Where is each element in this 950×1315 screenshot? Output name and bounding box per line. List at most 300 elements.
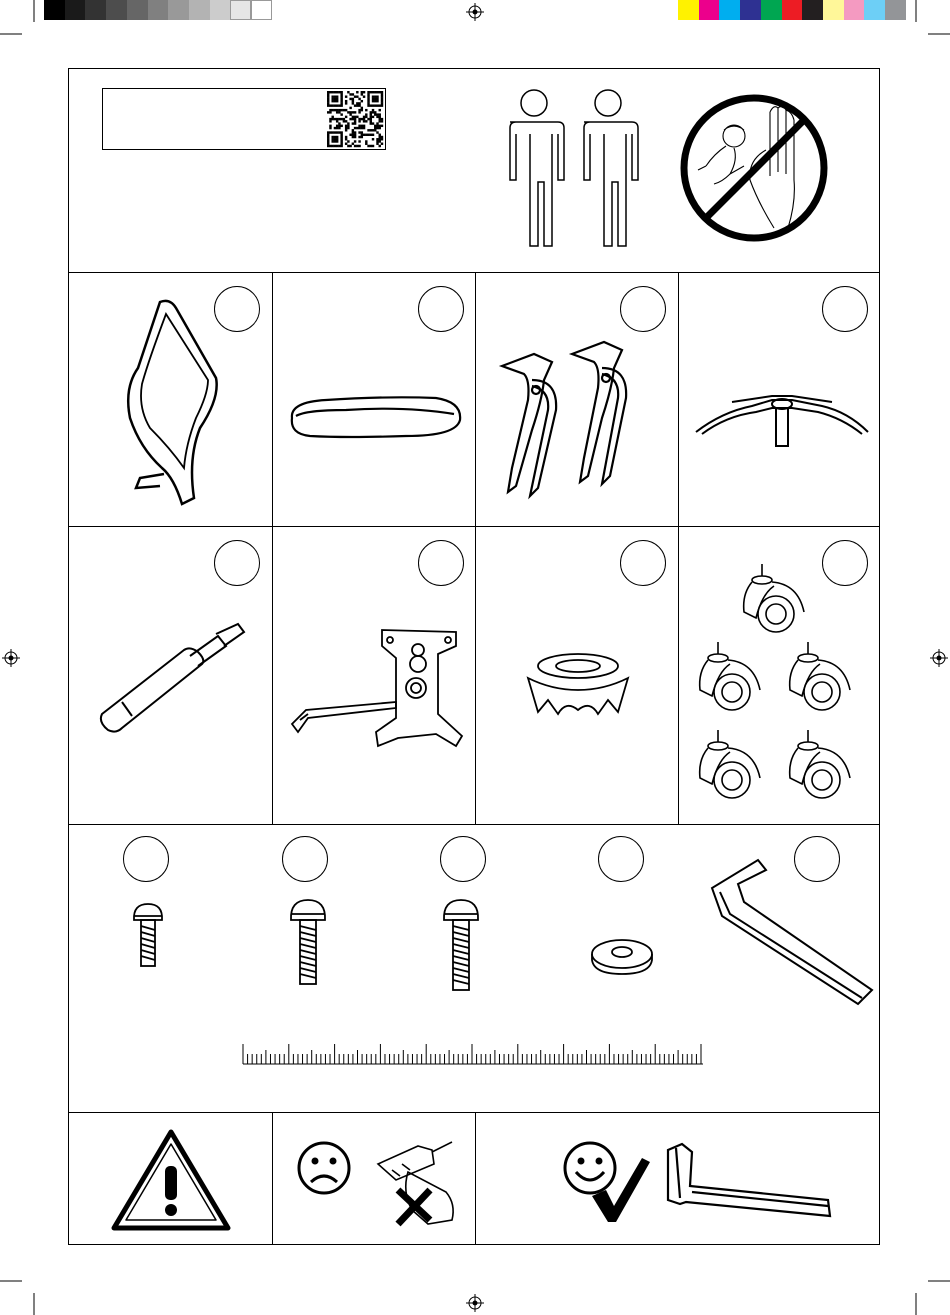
qr-module	[358, 109, 360, 111]
qr-module	[367, 134, 369, 136]
qr-module	[340, 93, 342, 95]
qr-module	[370, 116, 372, 118]
qr-module	[336, 95, 338, 97]
qr-module	[358, 111, 360, 113]
qr-module	[354, 118, 356, 120]
qr-module	[376, 113, 378, 115]
qr-module	[340, 138, 342, 140]
qr-module	[345, 138, 347, 140]
qr-module	[381, 136, 383, 138]
qr-module	[347, 122, 349, 124]
qr-module	[349, 93, 351, 95]
qr-module	[354, 116, 356, 118]
qr-module	[329, 118, 331, 120]
qr-module	[334, 145, 336, 147]
qr-module	[354, 111, 356, 113]
gas-lift-part	[98, 622, 254, 736]
qr-module	[356, 104, 358, 106]
qr-module	[354, 120, 356, 122]
qr-module	[354, 127, 356, 129]
qr-module	[358, 127, 360, 129]
qr-module	[358, 140, 360, 142]
qr-module	[352, 102, 354, 104]
qr-module	[329, 120, 331, 122]
qr-module	[379, 145, 381, 147]
divider	[475, 1112, 476, 1245]
long-bolt-part	[441, 898, 481, 992]
qr-module	[358, 136, 360, 138]
qr-module	[336, 100, 338, 102]
qr-module	[331, 131, 333, 133]
qr-module	[331, 91, 333, 93]
qr-module	[327, 143, 329, 145]
divider	[68, 272, 880, 273]
qr-module	[358, 98, 360, 100]
qr-module	[327, 104, 329, 106]
qr-module	[327, 98, 329, 100]
qr-module	[372, 116, 374, 118]
qr-module	[374, 127, 376, 129]
qr-module	[361, 93, 363, 95]
qr-module	[340, 118, 342, 120]
qr-module	[361, 134, 363, 136]
qr-module	[349, 113, 351, 115]
qr-module	[363, 95, 365, 97]
qr-module	[365, 113, 367, 115]
qr-module	[379, 113, 381, 115]
qr-module	[334, 138, 336, 140]
qr-module	[345, 95, 347, 97]
qr-module	[370, 113, 372, 115]
qr-module	[327, 111, 329, 113]
qr-module	[379, 109, 381, 111]
part-number-circle	[418, 540, 464, 586]
qr-module	[331, 116, 333, 118]
qr-module	[374, 98, 376, 100]
qr-module	[361, 109, 363, 111]
qr-module	[372, 98, 374, 100]
divider	[68, 824, 880, 825]
qr-module	[345, 129, 347, 131]
qr-module	[372, 109, 374, 111]
power-drill-crossed-icon	[372, 1140, 458, 1228]
qr-module	[381, 95, 383, 97]
qr-module	[340, 140, 342, 142]
qr-module	[376, 138, 378, 140]
qr-module	[370, 145, 372, 147]
qr-module	[356, 95, 358, 97]
qr-module	[347, 111, 349, 113]
qr-module	[372, 122, 374, 124]
qr-module	[334, 100, 336, 102]
backrest-part	[120, 298, 230, 510]
qr-module	[381, 104, 383, 106]
qr-module	[352, 134, 354, 136]
qr-module	[370, 104, 372, 106]
hardware-number-circle	[123, 836, 169, 882]
qr-module	[379, 138, 381, 140]
qr-module	[336, 145, 338, 147]
seat-part	[286, 392, 466, 442]
qr-module	[340, 91, 342, 93]
qr-module	[349, 118, 351, 120]
qr-module	[372, 145, 374, 147]
qr-module	[376, 122, 378, 124]
qr-module	[365, 116, 367, 118]
qr-module	[363, 134, 365, 136]
qr-module	[349, 134, 351, 136]
sad-face-icon	[296, 1140, 352, 1196]
qr-module	[352, 143, 354, 145]
qr-module	[334, 95, 336, 97]
qr-module	[363, 120, 365, 122]
qr-module	[365, 143, 367, 145]
qr-module	[329, 91, 331, 93]
qr-module	[356, 116, 358, 118]
qr-module	[338, 127, 340, 129]
qr-module	[365, 134, 367, 136]
divider	[475, 272, 476, 824]
mechanism-part	[286, 628, 466, 750]
qr-module	[345, 127, 347, 129]
qr-module	[379, 134, 381, 136]
qr-module	[327, 134, 329, 136]
medium-bolt-part	[288, 898, 328, 986]
qr-module	[349, 145, 351, 147]
qr-module	[358, 118, 360, 120]
qr-module	[327, 102, 329, 104]
qr-module	[358, 104, 360, 106]
castors-part	[694, 562, 866, 804]
qr-module	[347, 140, 349, 142]
qr-module	[345, 136, 347, 138]
qr-module	[367, 118, 369, 120]
qr-module	[340, 98, 342, 100]
qr-module	[376, 116, 378, 118]
qr-module	[347, 145, 349, 147]
qr-module	[340, 102, 342, 104]
qr-module	[374, 113, 376, 115]
qr-module	[370, 129, 372, 131]
qr-module	[372, 91, 374, 93]
qr-module	[367, 98, 369, 100]
qr-module	[345, 109, 347, 111]
qr-module	[356, 102, 358, 104]
qr-module	[374, 104, 376, 106]
qr-module	[376, 100, 378, 102]
qr-module	[336, 91, 338, 93]
divider	[272, 1112, 273, 1245]
qr-module	[363, 116, 365, 118]
qr-module	[376, 127, 378, 129]
qr-module	[356, 145, 358, 147]
qr-module	[376, 104, 378, 106]
qr-module	[374, 111, 376, 113]
qr-module	[334, 98, 336, 100]
qr-module	[372, 129, 374, 131]
qr-module	[358, 131, 360, 133]
qr-module	[336, 125, 338, 127]
qr-module	[334, 104, 336, 106]
qr-module	[365, 120, 367, 122]
qr-module	[379, 118, 381, 120]
qr-module	[372, 95, 374, 97]
qr-module	[361, 131, 363, 133]
qr-module	[329, 125, 331, 127]
qr-module	[361, 100, 363, 102]
qr-module	[338, 131, 340, 133]
qr-module	[327, 131, 329, 133]
qr-module	[381, 91, 383, 93]
qr-module	[347, 125, 349, 127]
qr-module	[372, 104, 374, 106]
qr-module	[365, 140, 367, 142]
qr-module	[372, 100, 374, 102]
qr-module	[361, 107, 363, 109]
qr-module	[372, 111, 374, 113]
qr-module	[376, 125, 378, 127]
qr-module	[338, 111, 340, 113]
qr-module	[376, 98, 378, 100]
qr-module	[329, 111, 331, 113]
qr-module	[372, 138, 374, 140]
qr-module	[381, 100, 383, 102]
qr-module	[367, 129, 369, 131]
qr-module	[347, 91, 349, 93]
qr-module	[352, 129, 354, 131]
qr-module	[336, 138, 338, 140]
qr-module	[381, 118, 383, 120]
qr-module	[331, 118, 333, 120]
qr-module	[354, 95, 356, 97]
qr-module	[343, 118, 345, 120]
qr-module	[327, 93, 329, 95]
qr-module	[334, 91, 336, 93]
qr-module	[336, 127, 338, 129]
short-bolt-part	[131, 902, 165, 968]
qr-module	[340, 113, 342, 115]
qr-module	[379, 116, 381, 118]
qr-module	[381, 125, 383, 127]
qr-module	[358, 120, 360, 122]
measuring-ruler	[243, 1044, 707, 1070]
qr-module	[338, 109, 340, 111]
qr-module	[336, 118, 338, 120]
qr-module	[334, 109, 336, 111]
qr-module	[340, 145, 342, 147]
qr-module	[336, 120, 338, 122]
qr-module	[370, 134, 372, 136]
qr-module	[352, 100, 354, 102]
base-part	[692, 388, 872, 450]
qr-module	[367, 145, 369, 147]
person-icon	[500, 88, 640, 250]
qr-module	[336, 131, 338, 133]
qr-module	[336, 98, 338, 100]
qr-module	[361, 136, 363, 138]
qr-module	[336, 104, 338, 106]
qr-module	[327, 136, 329, 138]
qr-module	[374, 125, 376, 127]
qr-module	[352, 98, 354, 100]
qr-module	[363, 125, 365, 127]
qr-module	[370, 118, 372, 120]
qr-module	[367, 104, 369, 106]
qr-module	[327, 145, 329, 147]
qr-module	[376, 131, 378, 133]
qr-module	[370, 91, 372, 93]
qr-module	[340, 104, 342, 106]
qr-module	[367, 100, 369, 102]
qr-module	[349, 107, 351, 109]
qr-module	[349, 111, 351, 113]
qr-module	[340, 143, 342, 145]
qr-module	[345, 102, 347, 104]
qr-module	[356, 127, 358, 129]
divider	[68, 1112, 880, 1113]
qr-module	[381, 98, 383, 100]
qr-module	[363, 118, 365, 120]
qr-module	[349, 98, 351, 100]
qr-module	[365, 109, 367, 111]
qr-module	[358, 102, 360, 104]
qr-module	[379, 127, 381, 129]
qr-module	[376, 91, 378, 93]
armrests-part	[498, 340, 668, 504]
qr-module	[361, 127, 363, 129]
qr-module	[367, 91, 369, 93]
qr-module	[374, 100, 376, 102]
cover-part	[524, 650, 632, 718]
qr-module	[334, 118, 336, 120]
qr-module	[352, 116, 354, 118]
warning-triangle-icon	[110, 1128, 232, 1232]
divider	[678, 272, 679, 824]
qr-module	[340, 131, 342, 133]
qr-module	[345, 143, 347, 145]
qr-module	[352, 111, 354, 113]
qr-module	[347, 127, 349, 129]
qr-module	[379, 140, 381, 142]
qr-module	[345, 125, 347, 127]
qr-module	[381, 120, 383, 122]
qr-module	[354, 145, 356, 147]
allen-key-icon	[662, 1142, 834, 1220]
qr-module	[358, 145, 360, 147]
qr-code	[327, 91, 383, 147]
qr-module	[370, 122, 372, 124]
qr-module	[334, 127, 336, 129]
qr-module	[340, 95, 342, 97]
qr-module	[343, 120, 345, 122]
hardware-number-circle	[282, 836, 328, 882]
qr-module	[352, 122, 354, 124]
qr-module	[331, 145, 333, 147]
part-number-circle	[418, 286, 464, 332]
qr-module	[374, 129, 376, 131]
qr-module	[340, 136, 342, 138]
qr-module	[376, 140, 378, 142]
qr-module	[334, 131, 336, 133]
qr-module	[352, 93, 354, 95]
divider	[68, 526, 880, 527]
allen-key-part	[708, 858, 876, 1008]
qr-module	[376, 143, 378, 145]
qr-module	[331, 95, 333, 97]
qr-module	[381, 102, 383, 104]
qr-module	[331, 136, 333, 138]
qr-module	[338, 104, 340, 106]
qr-module	[340, 125, 342, 127]
qr-module	[331, 140, 333, 142]
qr-module	[356, 91, 358, 93]
qr-module	[376, 95, 378, 97]
qr-module	[379, 136, 381, 138]
qr-module	[340, 109, 342, 111]
qr-module	[370, 120, 372, 122]
qr-module	[338, 125, 340, 127]
qr-module	[329, 131, 331, 133]
part-number-circle	[620, 540, 666, 586]
qr-module	[354, 122, 356, 124]
qr-module	[329, 104, 331, 106]
qr-module	[381, 143, 383, 145]
qr-module	[370, 111, 372, 113]
qr-module	[363, 91, 365, 93]
qr-module	[379, 91, 381, 93]
qr-module	[327, 91, 329, 93]
qr-module	[338, 145, 340, 147]
qr-module	[352, 131, 354, 133]
qr-module	[352, 118, 354, 120]
qr-module	[372, 134, 374, 136]
qr-module	[336, 136, 338, 138]
qr-module	[329, 109, 331, 111]
qr-module	[345, 100, 347, 102]
qr-module	[374, 91, 376, 93]
qr-module	[331, 109, 333, 111]
part-number-circle	[822, 286, 868, 332]
qr-module	[345, 120, 347, 122]
hardware-number-circle	[598, 836, 644, 882]
qr-module	[343, 109, 345, 111]
divider	[272, 272, 273, 824]
qr-module	[336, 109, 338, 111]
qr-module	[354, 136, 356, 138]
qr-module	[331, 138, 333, 140]
qr-module	[354, 134, 356, 136]
qr-module	[361, 118, 363, 120]
qr-module	[327, 95, 329, 97]
qr-module	[358, 125, 360, 127]
qr-module	[367, 93, 369, 95]
qr-module	[336, 111, 338, 113]
qr-module	[354, 131, 356, 133]
qr-module	[354, 140, 356, 142]
qr-module	[374, 95, 376, 97]
qr-module	[381, 138, 383, 140]
qr-module	[340, 100, 342, 102]
qr-module	[361, 125, 363, 127]
qr-module	[340, 134, 342, 136]
qr-module	[363, 127, 365, 129]
qr-module	[361, 91, 363, 93]
qr-module	[367, 95, 369, 97]
qr-module	[329, 145, 331, 147]
qr-module	[329, 127, 331, 129]
washer-part	[590, 936, 654, 976]
qr-module	[379, 120, 381, 122]
